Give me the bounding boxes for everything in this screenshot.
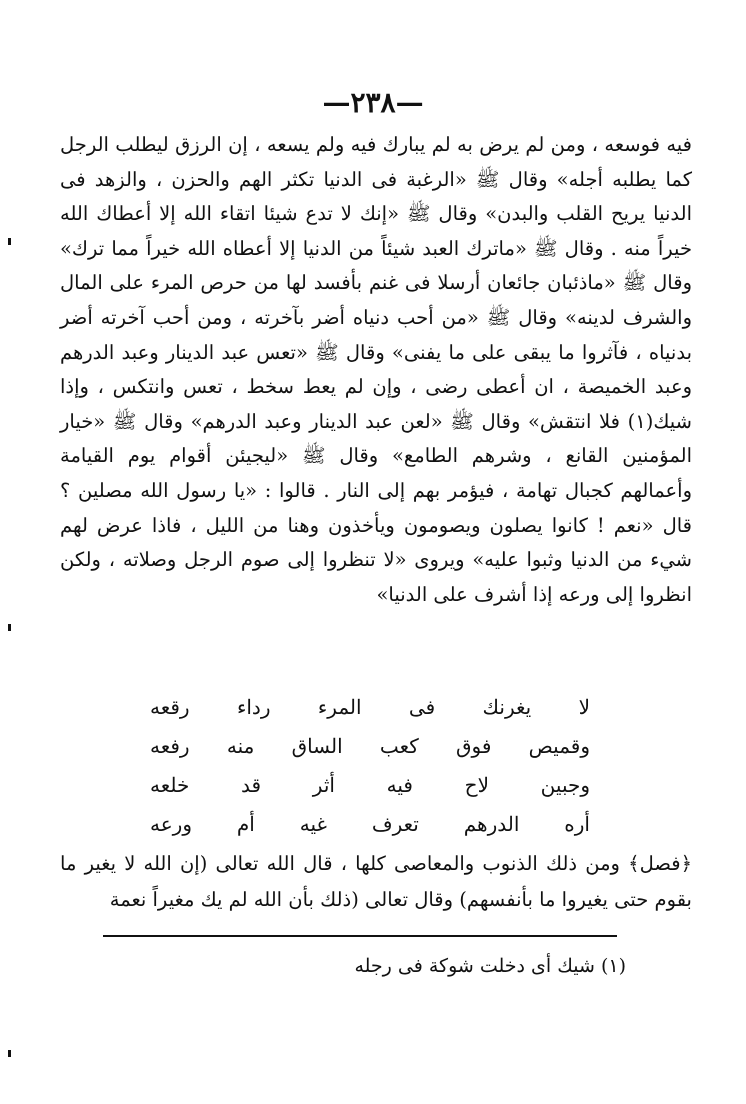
section-paragraph: ﴿فصل﴾ ومن ذلك الذنوب والمعاصى كلها ، قال الله تعالى (إن الله لا يغير ما بقوم حتى يغيروا ما بأنفسهم) وقال تعالى (ذلك بأن الله لم يك مغيراً نعمة — [60, 852, 692, 911]
footnote-divider — [103, 935, 617, 937]
page-number: —٢٣٨— — [322, 86, 424, 119]
margin-mark — [8, 238, 11, 245]
footnote: (١) شيك أى دخلت شوكة فى رجله — [354, 955, 626, 977]
margin-mark — [8, 1050, 11, 1057]
margin-mark — [8, 624, 11, 631]
poem — [150, 688, 590, 844]
main-paragraph: فيه فوسعه ، ومن لم يرض به لم يبارك فيه ولم يسعه ، إن الرزق ليطلب الرجل كما يطلبه أجله» وقال ﷺ «الرغبة فى الدنيا تكثر الهم والحزن ، والزهد فى الدنيا يريح القلب والبدن» وقال ﷺ «إنك لا تدع شيئا اتقاء الله إلا أعطاك الله خيراً منه . وقال ﷺ «ماترك العبد شيئاً من الدنيا إلا أعطاه الله خيراً مما ترك» وقال ﷺ «ماذئبان جائعان أرسلا فى غنم بأفسد لها من حرص المرء على المال والشرف لدينه» وقال ﷺ «من أحب دنياه أضر بآخرته ، ومن أحب آخرته أضر بدنياه ، فآثروا ما يبقى على ما يفنى» وقال ﷺ «تعس عبد الدينار وعبد الدرهم وعبد الخميصة ، ان أعطى رضى ، وإن لم يعط سخط ، تعس وانتكس ، وإذا شيك(١) فلا انتقش» وقال ﷺ «لعن عبد الدينار وعبد الدرهم» وقال ﷺ «خيار المؤمنين القانع ، وشرهم الطامع» وقال ﷺ «ليجيئن أقوام يوم القيامة وأعمالهم كجبال تهامة ، فيؤمر بهم إلى النار . قالوا : «يا رسول الله مصلين ؟ قال «نعم ! كانوا يصلون ويصومون ويأخذون وهنا من الليل ، فاذا عرض لهم شيء من الدنيا وثبوا عليه» ويروى «لا تنظروا إلى صوم الرجل وصلاته ، ولكن انظروا إلى ورعه إذا أشرف على الدنيا» — [60, 133, 692, 606]
poem-verse: لا يغرنك فى المرء رداء رقعه — [150, 695, 590, 719]
section-text — [60, 846, 692, 918]
poem-verse: وجبين لاح فيه أثر قد خلعه — [150, 773, 590, 797]
poem-verse: وقميص فوق كعب الساق منه رفعه — [150, 734, 590, 758]
main-text — [60, 128, 692, 612]
poem-verse: أره الدرهم تعرف غيه أم ورعه — [150, 812, 590, 836]
